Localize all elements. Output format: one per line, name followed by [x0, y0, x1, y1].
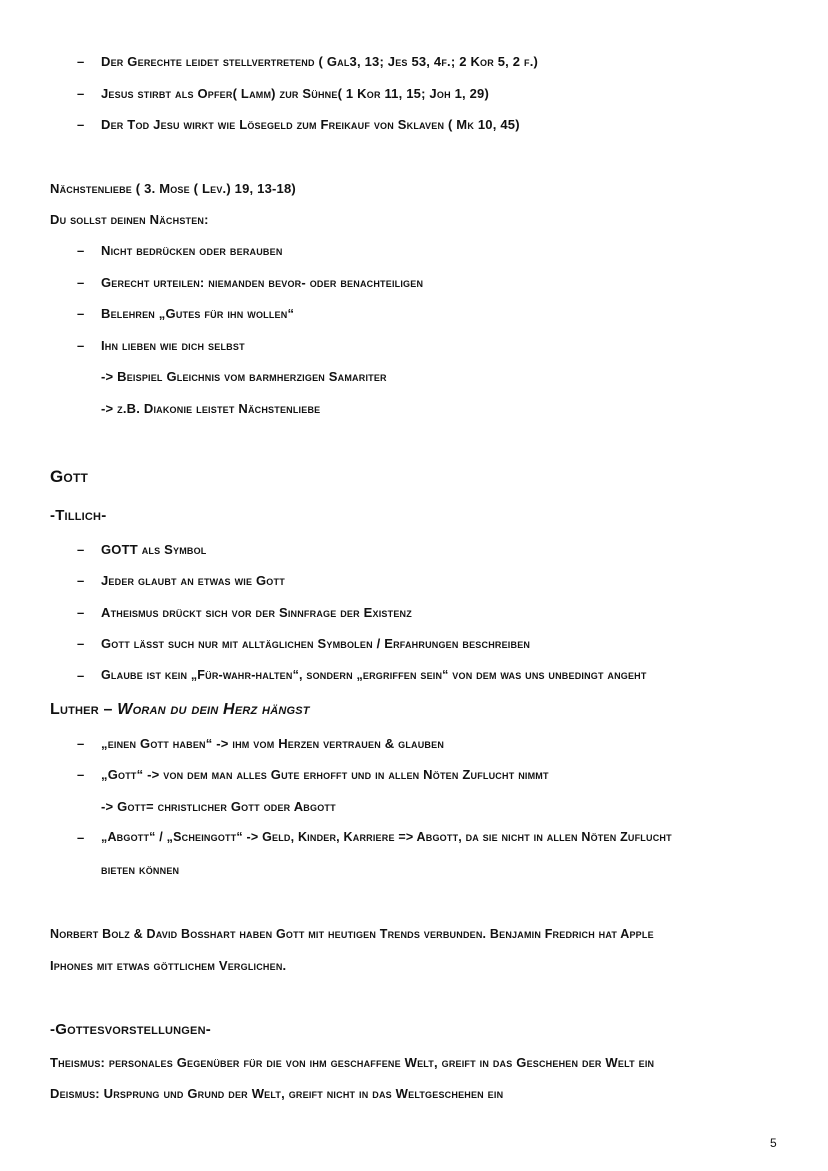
list-item-continuation: bieten können [101, 862, 180, 877]
definition-text: personales Gegenüber für die von ihm geschaffene Welt, greift in das Geschehen der Welt ein [105, 1055, 655, 1070]
page-number: 5 [770, 1136, 777, 1150]
list-item: Jesus stirbt als Opfer( Lamm) zur Sühne( 1 Kor 11, 15; Joh 1, 29) [101, 86, 490, 101]
luther-heading-title: Woran du dein Herz hängst [117, 701, 310, 718]
sub-item: -> Beispiel Gleichnis vom barmherzigen Samariter [101, 369, 387, 384]
bullet-dash: – [77, 767, 85, 782]
bullet-dash: – [77, 542, 85, 557]
bullet-dash: – [77, 636, 85, 651]
list-item: GOTT als Symbol [101, 542, 207, 557]
list-item: Atheismus drückt sich vor der Sinnfrage der Existenz [101, 605, 412, 620]
sub-item: -> Gott= christlicher Gott oder Abgott [101, 799, 336, 814]
section-heading-naechstenliebe: Nächstenliebe ( 3. Mose ( Lev.) 19, 13-18) [50, 181, 296, 196]
bullet-dash: – [77, 275, 85, 290]
definition-deismus [50, 1086, 503, 1101]
section-heading-gott: Gott [50, 467, 89, 486]
definition-theismus [50, 1055, 654, 1070]
list-item: Der Gerechte leidet stellvertretend ( Gal3, 13; Jes 53, 4f.; 2 Kor 5, 2 f.) [101, 54, 539, 69]
bullet-dash: – [77, 243, 85, 258]
definition-text: Ursprung und Grund der Welt, greift nicht in das Weltgeschehen ein [99, 1086, 504, 1101]
paragraph-line: Iphones mit etwas göttlichem Verglichen. [50, 958, 287, 973]
list-item: Der Tod Jesu wirkt wie Lösegeld zum Freikauf von Sklaven ( Mk 10, 45) [101, 117, 520, 132]
list-item: „einen Gott haben“ -> ihm vom Herzen vertrauen & glauben [101, 736, 445, 751]
list-item: Gott lässt such nur mit alltäglichen Symbolen / Erfahrungen beschreiben [101, 636, 531, 651]
bullet-dash: – [77, 338, 85, 353]
list-item: „Gott“ -> von dem man alles Gute erhofft und in allen Nöten Zuflucht nimmt [101, 767, 549, 782]
sub-item: -> z.B. Diakonie leistet Nächstenliebe [101, 401, 321, 416]
paragraph-line: Norbert Bolz & David Bosshart haben Gott mit heutigen Trends verbunden. Benjamin Fredrich hat Apple [50, 927, 654, 941]
bullet-dash: – [77, 736, 85, 751]
bullet-dash: – [77, 605, 85, 620]
list-item: Nicht bedrücken oder berauben [101, 243, 283, 258]
list-item: Jeder glaubt an etwas wie Gott [101, 573, 285, 588]
luther-heading-name: Luther – [50, 701, 118, 718]
bullet-dash: – [77, 54, 85, 69]
list-item: „Abgott“ / „Scheingott“ -> Geld, Kinder, Karriere => Abgott, da sie nicht in allen Nöten Zuflucht [101, 830, 672, 844]
bullet-dash: – [77, 306, 85, 321]
bullet-dash: – [77, 830, 85, 845]
term-deismus: Deismus: [50, 1086, 100, 1101]
bullet-dash: – [77, 573, 85, 588]
subheading-tillich: -Tillich- [50, 507, 107, 524]
list-item: Ihn lieben wie dich selbst [101, 338, 245, 353]
list-item: Gerecht urteilen: niemanden bevor- oder benachteiligen [101, 275, 424, 290]
term-theismus: Theismus: [50, 1055, 106, 1070]
bullet-dash: – [77, 86, 85, 101]
naechstenliebe-intro: Du sollst deinen Nächsten: [50, 212, 209, 227]
bullet-dash: – [77, 117, 85, 132]
list-item: Belehren „Gutes für ihn wollen“ [101, 306, 295, 321]
subheading-gottesvorstellungen: -Gottesvorstellungen- [50, 1021, 211, 1038]
bullet-dash: – [77, 668, 85, 683]
list-item: Glaube ist kein „Für-wahr-halten“, sondern „ergriffen sein“ von dem was uns unbedingt angeht [101, 668, 647, 682]
subheading-luther [50, 701, 310, 719]
